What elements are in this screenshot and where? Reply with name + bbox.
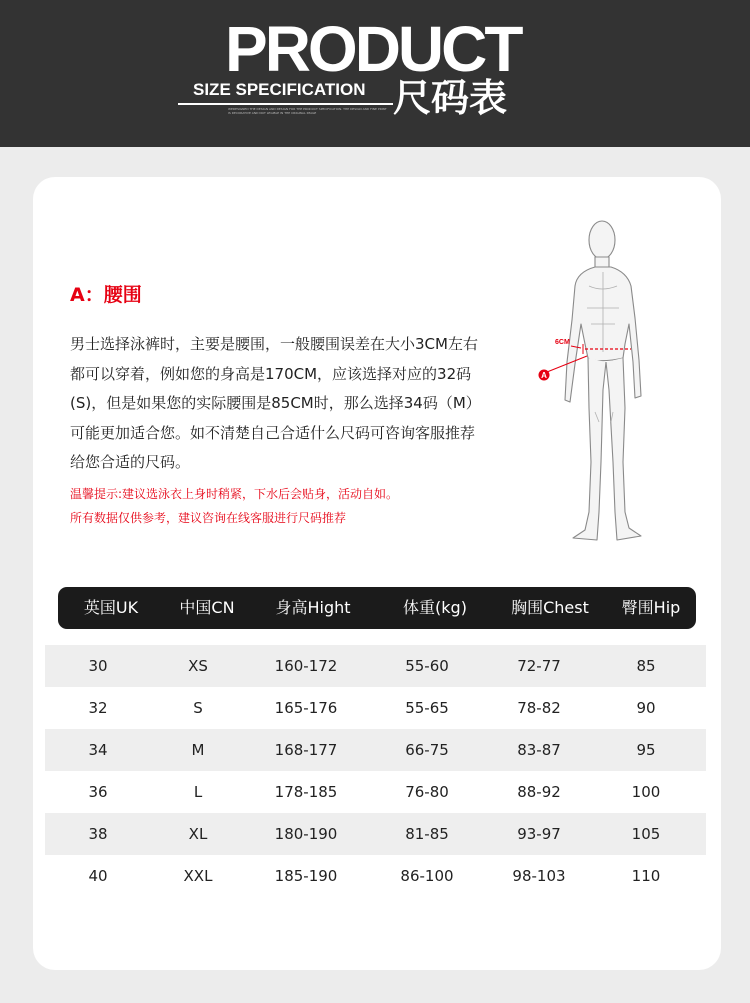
table-row [45,855,706,897]
header-divider [178,103,393,105]
header-hip: 臀围Hip [621,598,681,617]
header-weight: 体重(kg) [403,598,467,617]
size-table-body [45,645,706,897]
cell-weight: 55-60 [405,657,449,675]
cell-chest: 72-77 [517,657,561,675]
cell-cn: XXL [183,867,213,885]
cell-hip: 105 [631,825,661,843]
body-measurement-figure [525,212,675,560]
cell-cn: S [193,699,203,717]
header-uk: 英国UK [83,598,139,617]
cell-weight: 86-100 [400,867,454,885]
header-title-cn: 尺码表 [393,76,508,120]
table-row [45,813,706,855]
size-table-header [58,587,696,629]
marker-a-label: A [541,371,547,380]
cell-hip: 110 [631,867,661,885]
cell-hip: 95 [636,741,656,759]
table-row [45,687,706,729]
header-fine-print: WEDESIGNED THE DESIGN AND DESIGN FOR THE PRODUCT SPECIFICATION. THE DESIGN AND FINE PRINT IS DECORATIVE AND NOT LEGIBLE IN THE ORIGINAL IMAGE [228,107,387,115]
cell-chest: 93-97 [517,825,561,843]
cell-chest: 88-92 [517,783,561,801]
cell-height: 185-190 [274,867,338,885]
cell-height: 168-177 [274,741,338,759]
cell-chest: 78-82 [517,699,561,717]
section-description: 男士选择泳裤时，主要是腰围，一般腰围误差在大小3CM左右都可以穿着，例如您的身高是170CM，应该选择对应的32码(S)，但是如果您的实际腰围是85CM时，那么选择34码（M）可能更加适合您。如不清楚自己合适什么尺码可咨询客服推荐给您合适的尺码。 [70,335,478,472]
cell-uk: 40 [88,867,108,885]
cell-weight: 66-75 [405,741,449,759]
cell-height: 160-172 [274,657,338,675]
header-subtitle: SIZE SPECIFICATION [193,80,366,99]
cell-weight: 55-65 [405,699,449,717]
table-row [45,729,706,771]
table-row [45,645,706,687]
disclaimer-text: 所有数据仅供参考，建议咨询在线客服进行尺码推荐 [70,511,347,525]
cell-weight: 81-85 [405,825,449,843]
cell-chest: 98-103 [512,867,566,885]
header-cn: 中国CN [179,598,235,617]
cell-uk: 32 [88,699,108,717]
cell-uk: 34 [88,741,108,759]
tip-text: 温馨提示:建议选泳衣上身时稍紧，下水后会贴身，活动自如。 [70,487,399,501]
cell-weight: 76-80 [405,783,449,801]
table-row [45,771,706,813]
cell-height: 165-176 [274,699,338,717]
cell-hip: 100 [631,783,661,801]
cell-cn: M [191,741,205,759]
header-title: PRODUCT [225,13,521,85]
cell-cn: L [193,783,203,801]
header-height: 身高Hight [275,598,351,617]
cell-hip: 90 [636,699,656,717]
cell-chest: 83-87 [517,741,561,759]
cell-height: 178-185 [274,783,338,801]
cell-cn: XS [188,657,208,675]
cell-height: 180-190 [274,825,338,843]
cell-cn: XL [188,825,208,843]
header-chest: 胸围Chest [511,598,589,617]
cell-uk: 30 [88,657,108,675]
cell-hip: 85 [636,657,656,675]
header-banner [0,0,750,147]
cell-uk: 36 [88,783,108,801]
section-title: A：腰围 [70,284,142,306]
measure-label: 6CM [555,339,570,346]
cell-uk: 38 [88,825,108,843]
